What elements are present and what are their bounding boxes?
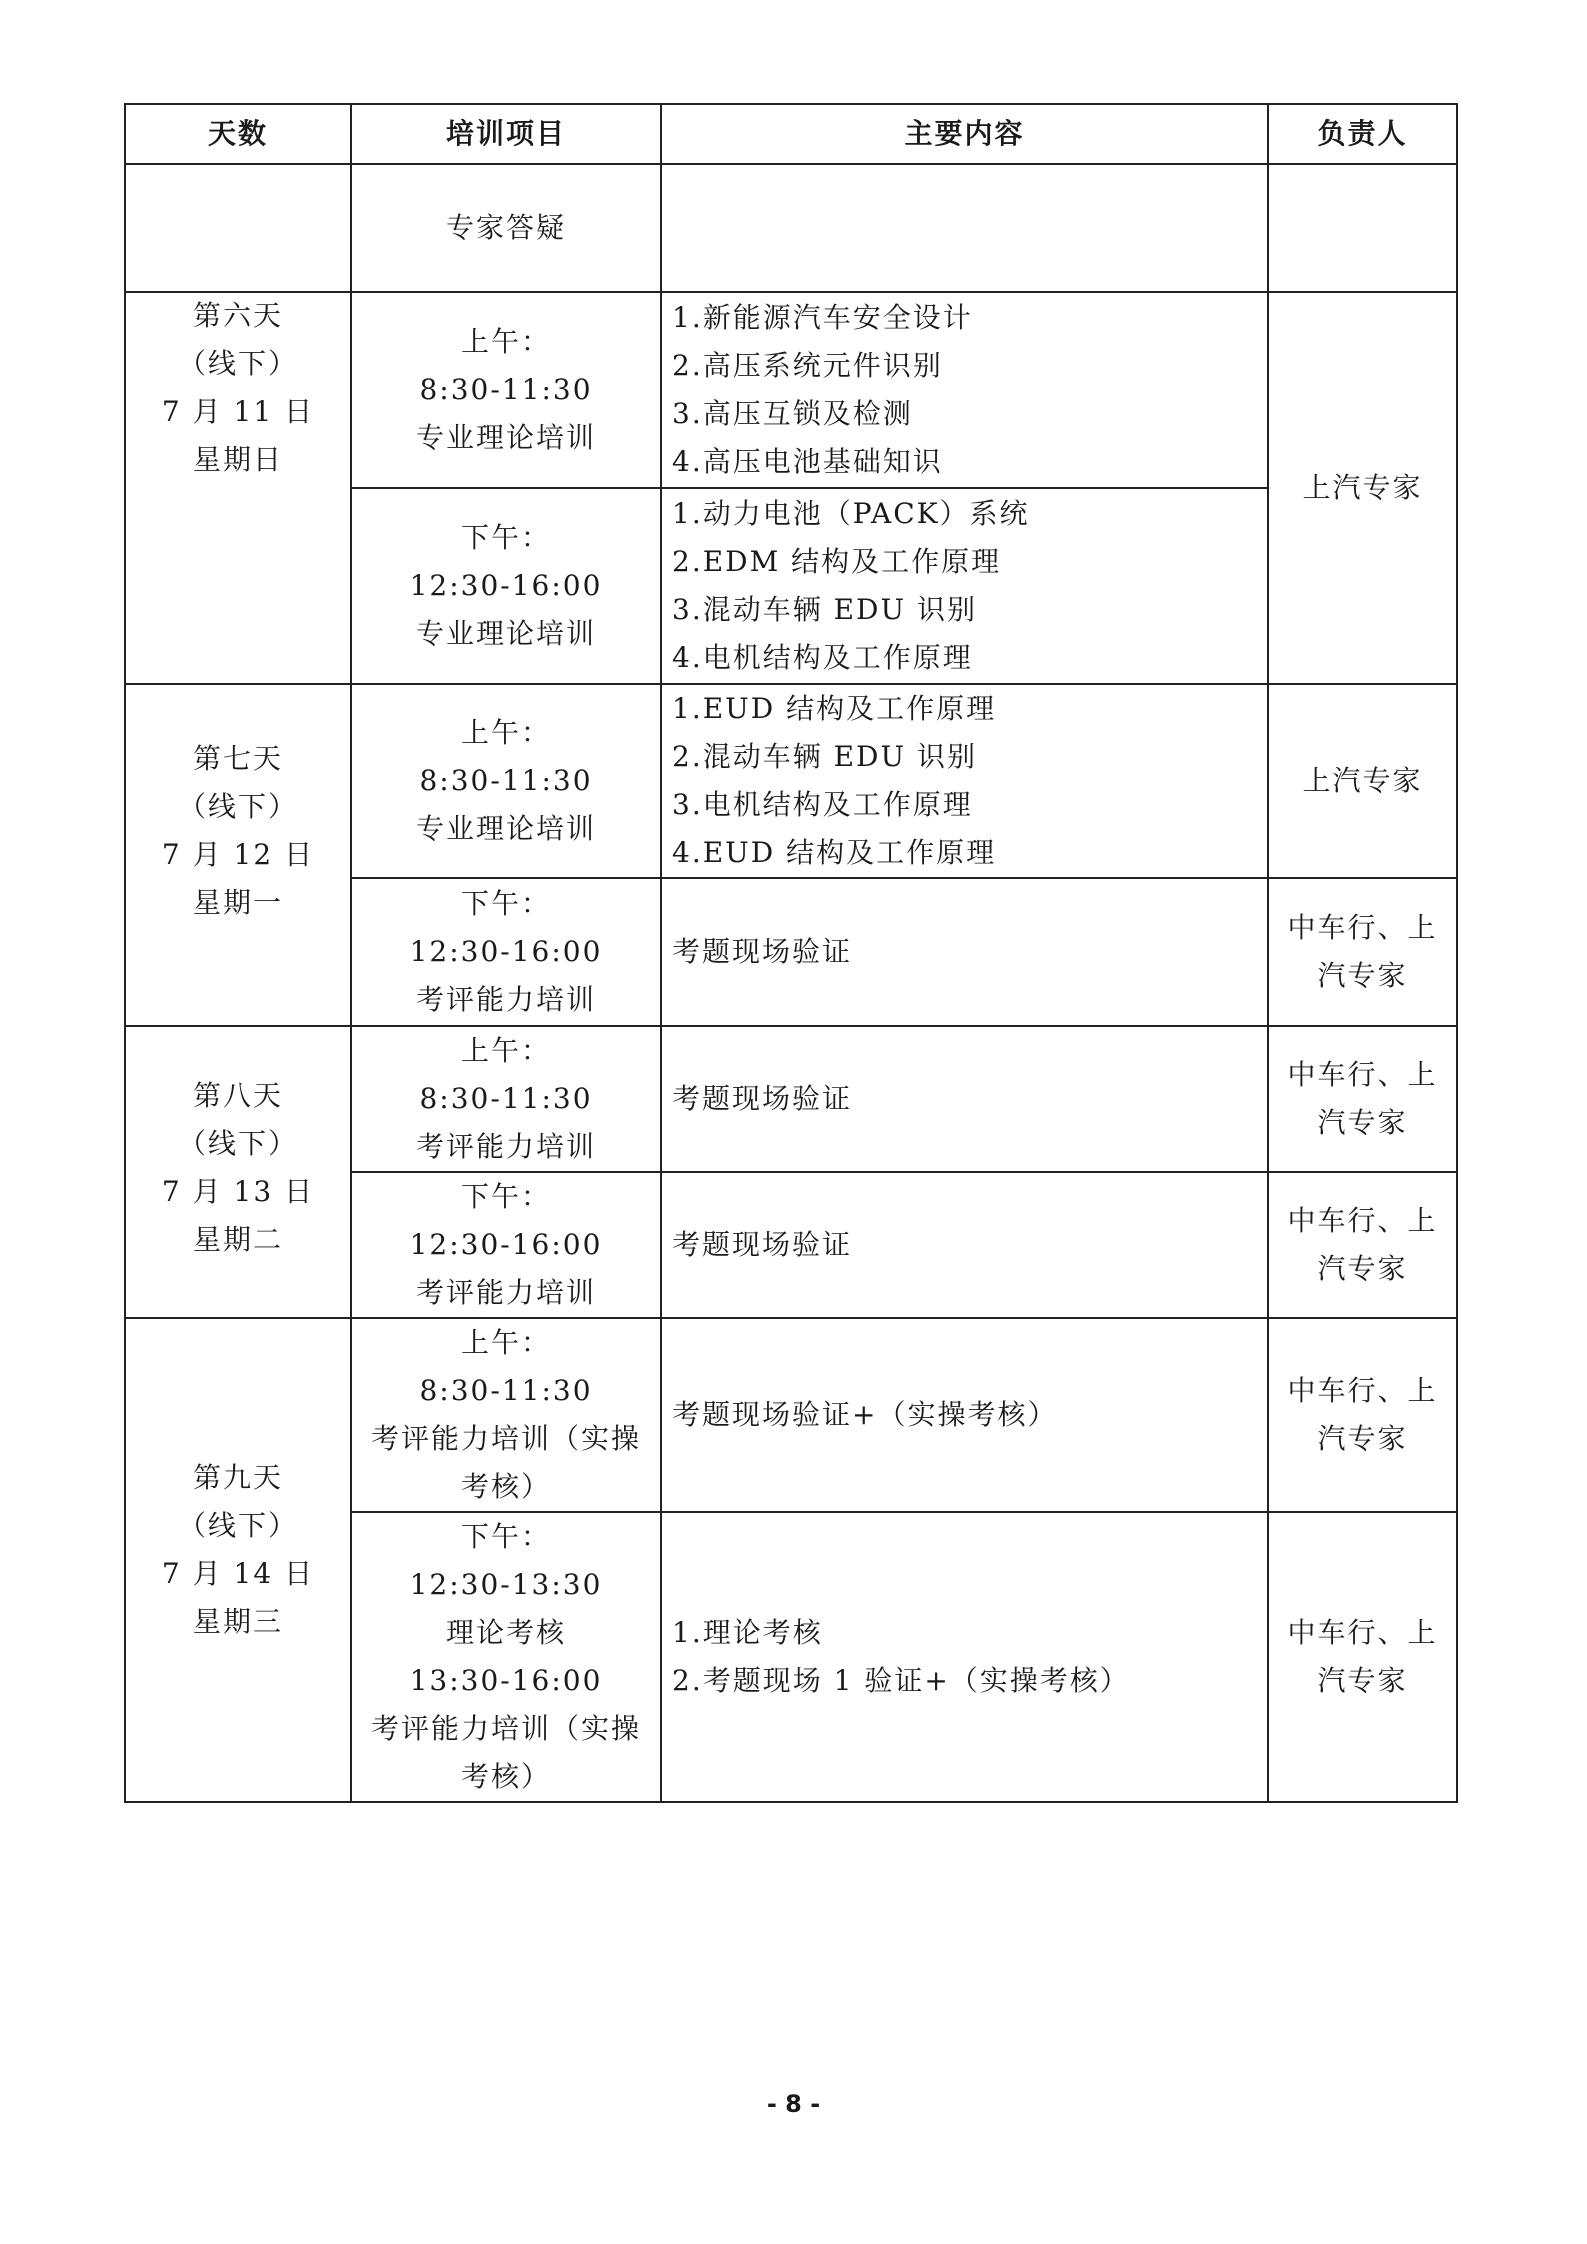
text-line: 3.电机结构及工作原理 bbox=[672, 788, 973, 821]
text-line: 考题现场验证+（实操考核） bbox=[672, 1398, 1058, 1431]
text-line: 4.电机结构及工作原理 bbox=[672, 641, 973, 674]
text-line: 汽专家 bbox=[1317, 1664, 1408, 1697]
day8-pm-content-cell bbox=[661, 1172, 1268, 1318]
text-line: 考题现场验证 bbox=[672, 935, 853, 968]
text-line: 上午： bbox=[460, 716, 551, 749]
text-line: 理论考核 bbox=[445, 1616, 566, 1649]
text-line: 第七天 bbox=[192, 742, 283, 775]
day8-pm-owner-cell bbox=[1268, 1172, 1457, 1318]
text-line: 汽专家 bbox=[1317, 1106, 1408, 1139]
text-line: 考核） bbox=[460, 1470, 551, 1503]
text-line: 专家答疑 bbox=[445, 211, 566, 244]
day7-pm-item-cell bbox=[351, 878, 661, 1026]
day9-day-cell bbox=[125, 1318, 351, 1802]
text-line: 下午： bbox=[460, 1520, 551, 1553]
text-line: 上午： bbox=[460, 325, 551, 358]
text-line: 第九天 bbox=[192, 1461, 283, 1494]
text-line: 汽专家 bbox=[1317, 1252, 1408, 1285]
table-row-day9-am bbox=[125, 1318, 1457, 1512]
text-line: 12:30-13:30 bbox=[409, 1568, 603, 1601]
header-owner: 负责人 bbox=[1268, 104, 1457, 164]
text-line: 上汽专家 bbox=[1302, 764, 1423, 797]
text-line: 考评能力培训 bbox=[415, 983, 596, 1016]
text-line: 8:30-11:30 bbox=[419, 764, 593, 797]
text-line: 4.高压电池基础知识 bbox=[672, 445, 943, 478]
text-line: 第六天 bbox=[192, 299, 283, 332]
text-line: 星期三 bbox=[192, 1605, 283, 1638]
text-line: 8:30-11:30 bbox=[419, 1374, 593, 1407]
day7-pm-content-cell bbox=[661, 878, 1268, 1026]
text-line: 汽专家 bbox=[1317, 1422, 1408, 1455]
text-line: 2.EDM 结构及工作原理 bbox=[672, 545, 1002, 578]
table-row-carryover bbox=[125, 164, 1457, 292]
day6-day-cell bbox=[125, 292, 351, 684]
day6-am-content-cell bbox=[661, 292, 1268, 488]
day8-am-item-cell bbox=[351, 1026, 661, 1172]
carryover-day-cell bbox=[125, 164, 351, 292]
schedule-table bbox=[124, 103, 1458, 1803]
text-line: 下午： bbox=[460, 1180, 551, 1213]
table-row-day7-am bbox=[125, 684, 1457, 878]
text-line: 1.EUD 结构及工作原理 bbox=[672, 692, 997, 725]
text-line: （线下） bbox=[177, 347, 298, 380]
day6-pm-content-cell bbox=[661, 488, 1268, 684]
text-line: 考评能力培训 bbox=[415, 1130, 596, 1163]
text-line: 专业理论培训 bbox=[415, 617, 596, 650]
day7-am-content-cell bbox=[661, 684, 1268, 878]
text-line: 12:30-16:00 bbox=[409, 1228, 603, 1261]
text-line: 8:30-11:30 bbox=[419, 373, 593, 406]
text-line: 汽专家 bbox=[1317, 959, 1408, 992]
text-line: 考题现场验证 bbox=[672, 1082, 853, 1115]
day9-am-item-cell bbox=[351, 1318, 661, 1512]
text-line: 专业理论培训 bbox=[415, 421, 596, 454]
table-header-row bbox=[125, 104, 1457, 164]
text-line: 星期二 bbox=[192, 1223, 283, 1256]
text-line: 考评能力培训（实操 bbox=[370, 1422, 641, 1455]
text-line: （线下） bbox=[177, 790, 298, 823]
day7-day-cell bbox=[125, 684, 351, 1026]
text-line: 星期一 bbox=[192, 886, 283, 919]
text-line: 12:30-16:00 bbox=[409, 935, 603, 968]
text-line: 中车行、上 bbox=[1287, 911, 1438, 944]
carryover-content-cell bbox=[661, 164, 1268, 292]
text-line: 上汽专家 bbox=[1302, 471, 1423, 504]
text-line: 7 月 13 日 bbox=[161, 1175, 315, 1208]
text-line: 2.混动车辆 EDU 识别 bbox=[672, 740, 978, 773]
text-line: 1.理论考核 bbox=[672, 1616, 823, 1649]
text-line: 下午： bbox=[460, 887, 551, 920]
text-line: 4.EUD 结构及工作原理 bbox=[672, 836, 997, 869]
carryover-owner-cell bbox=[1268, 164, 1457, 292]
day9-pm-content-cell bbox=[661, 1512, 1268, 1802]
day6-am-item-cell bbox=[351, 292, 661, 488]
text-line: 3.混动车辆 EDU 识别 bbox=[672, 593, 978, 626]
day8-am-owner-cell bbox=[1268, 1026, 1457, 1172]
text-line: 考评能力培训（实操 bbox=[370, 1712, 641, 1745]
text-line: 7 月 14 日 bbox=[161, 1557, 315, 1590]
day9-am-content-cell bbox=[661, 1318, 1268, 1512]
day6-pm-item-cell bbox=[351, 488, 661, 684]
text-line: 第八天 bbox=[192, 1079, 283, 1112]
text-line: 12:30-16:00 bbox=[409, 569, 603, 602]
day7-am-owner-cell bbox=[1268, 684, 1457, 878]
text-line: （线下） bbox=[177, 1509, 298, 1542]
text-line: 中车行、上 bbox=[1287, 1616, 1438, 1649]
day7-pm-owner-cell bbox=[1268, 878, 1457, 1026]
text-line: 上午： bbox=[460, 1034, 551, 1067]
table-row-day6-am bbox=[125, 292, 1457, 488]
text-line: 8:30-11:30 bbox=[419, 1082, 593, 1115]
text-line: 7 月 12 日 bbox=[161, 838, 315, 871]
text-line: 7 月 11 日 bbox=[161, 395, 315, 428]
day9-pm-item-cell bbox=[351, 1512, 661, 1802]
text-line: 上午： bbox=[460, 1326, 551, 1359]
carryover-item-cell bbox=[351, 164, 661, 292]
text-line: 2.考题现场 1 验证+（实操考核） bbox=[672, 1664, 1130, 1697]
text-line: 中车行、上 bbox=[1287, 1374, 1438, 1407]
day9-pm-owner-cell bbox=[1268, 1512, 1457, 1802]
text-line: 1.新能源汽车安全设计 bbox=[672, 301, 973, 334]
table-row-day8-am bbox=[125, 1026, 1457, 1172]
day8-pm-item-cell bbox=[351, 1172, 661, 1318]
page-number: - 8 - bbox=[766, 2090, 821, 2118]
text-line: 中车行、上 bbox=[1287, 1204, 1438, 1237]
day8-am-content-cell bbox=[661, 1026, 1268, 1172]
text-line: 2.高压系统元件识别 bbox=[672, 349, 943, 382]
header-days: 天数 bbox=[125, 104, 351, 164]
text-line: 星期日 bbox=[192, 443, 283, 476]
header-main-content: 主要内容 bbox=[661, 104, 1268, 164]
text-line: 中车行、上 bbox=[1287, 1058, 1438, 1091]
text-line: 13:30-16:00 bbox=[409, 1664, 603, 1697]
text-line: （线下） bbox=[177, 1127, 298, 1160]
text-line: 考核） bbox=[460, 1760, 551, 1793]
text-line: 下午： bbox=[460, 521, 551, 554]
day7-am-item-cell bbox=[351, 684, 661, 878]
text-line: 专业理论培训 bbox=[415, 812, 596, 845]
text-line: 3.高压互锁及检测 bbox=[672, 397, 913, 430]
day6-owner-cell bbox=[1268, 292, 1457, 684]
day9-am-owner-cell bbox=[1268, 1318, 1457, 1512]
text-line: 1.动力电池（PACK）系统 bbox=[672, 497, 1030, 530]
header-training-item: 培训项目 bbox=[351, 104, 661, 164]
text-line: 考评能力培训 bbox=[415, 1276, 596, 1309]
text-line: 考题现场验证 bbox=[672, 1228, 853, 1261]
day8-day-cell bbox=[125, 1026, 351, 1318]
